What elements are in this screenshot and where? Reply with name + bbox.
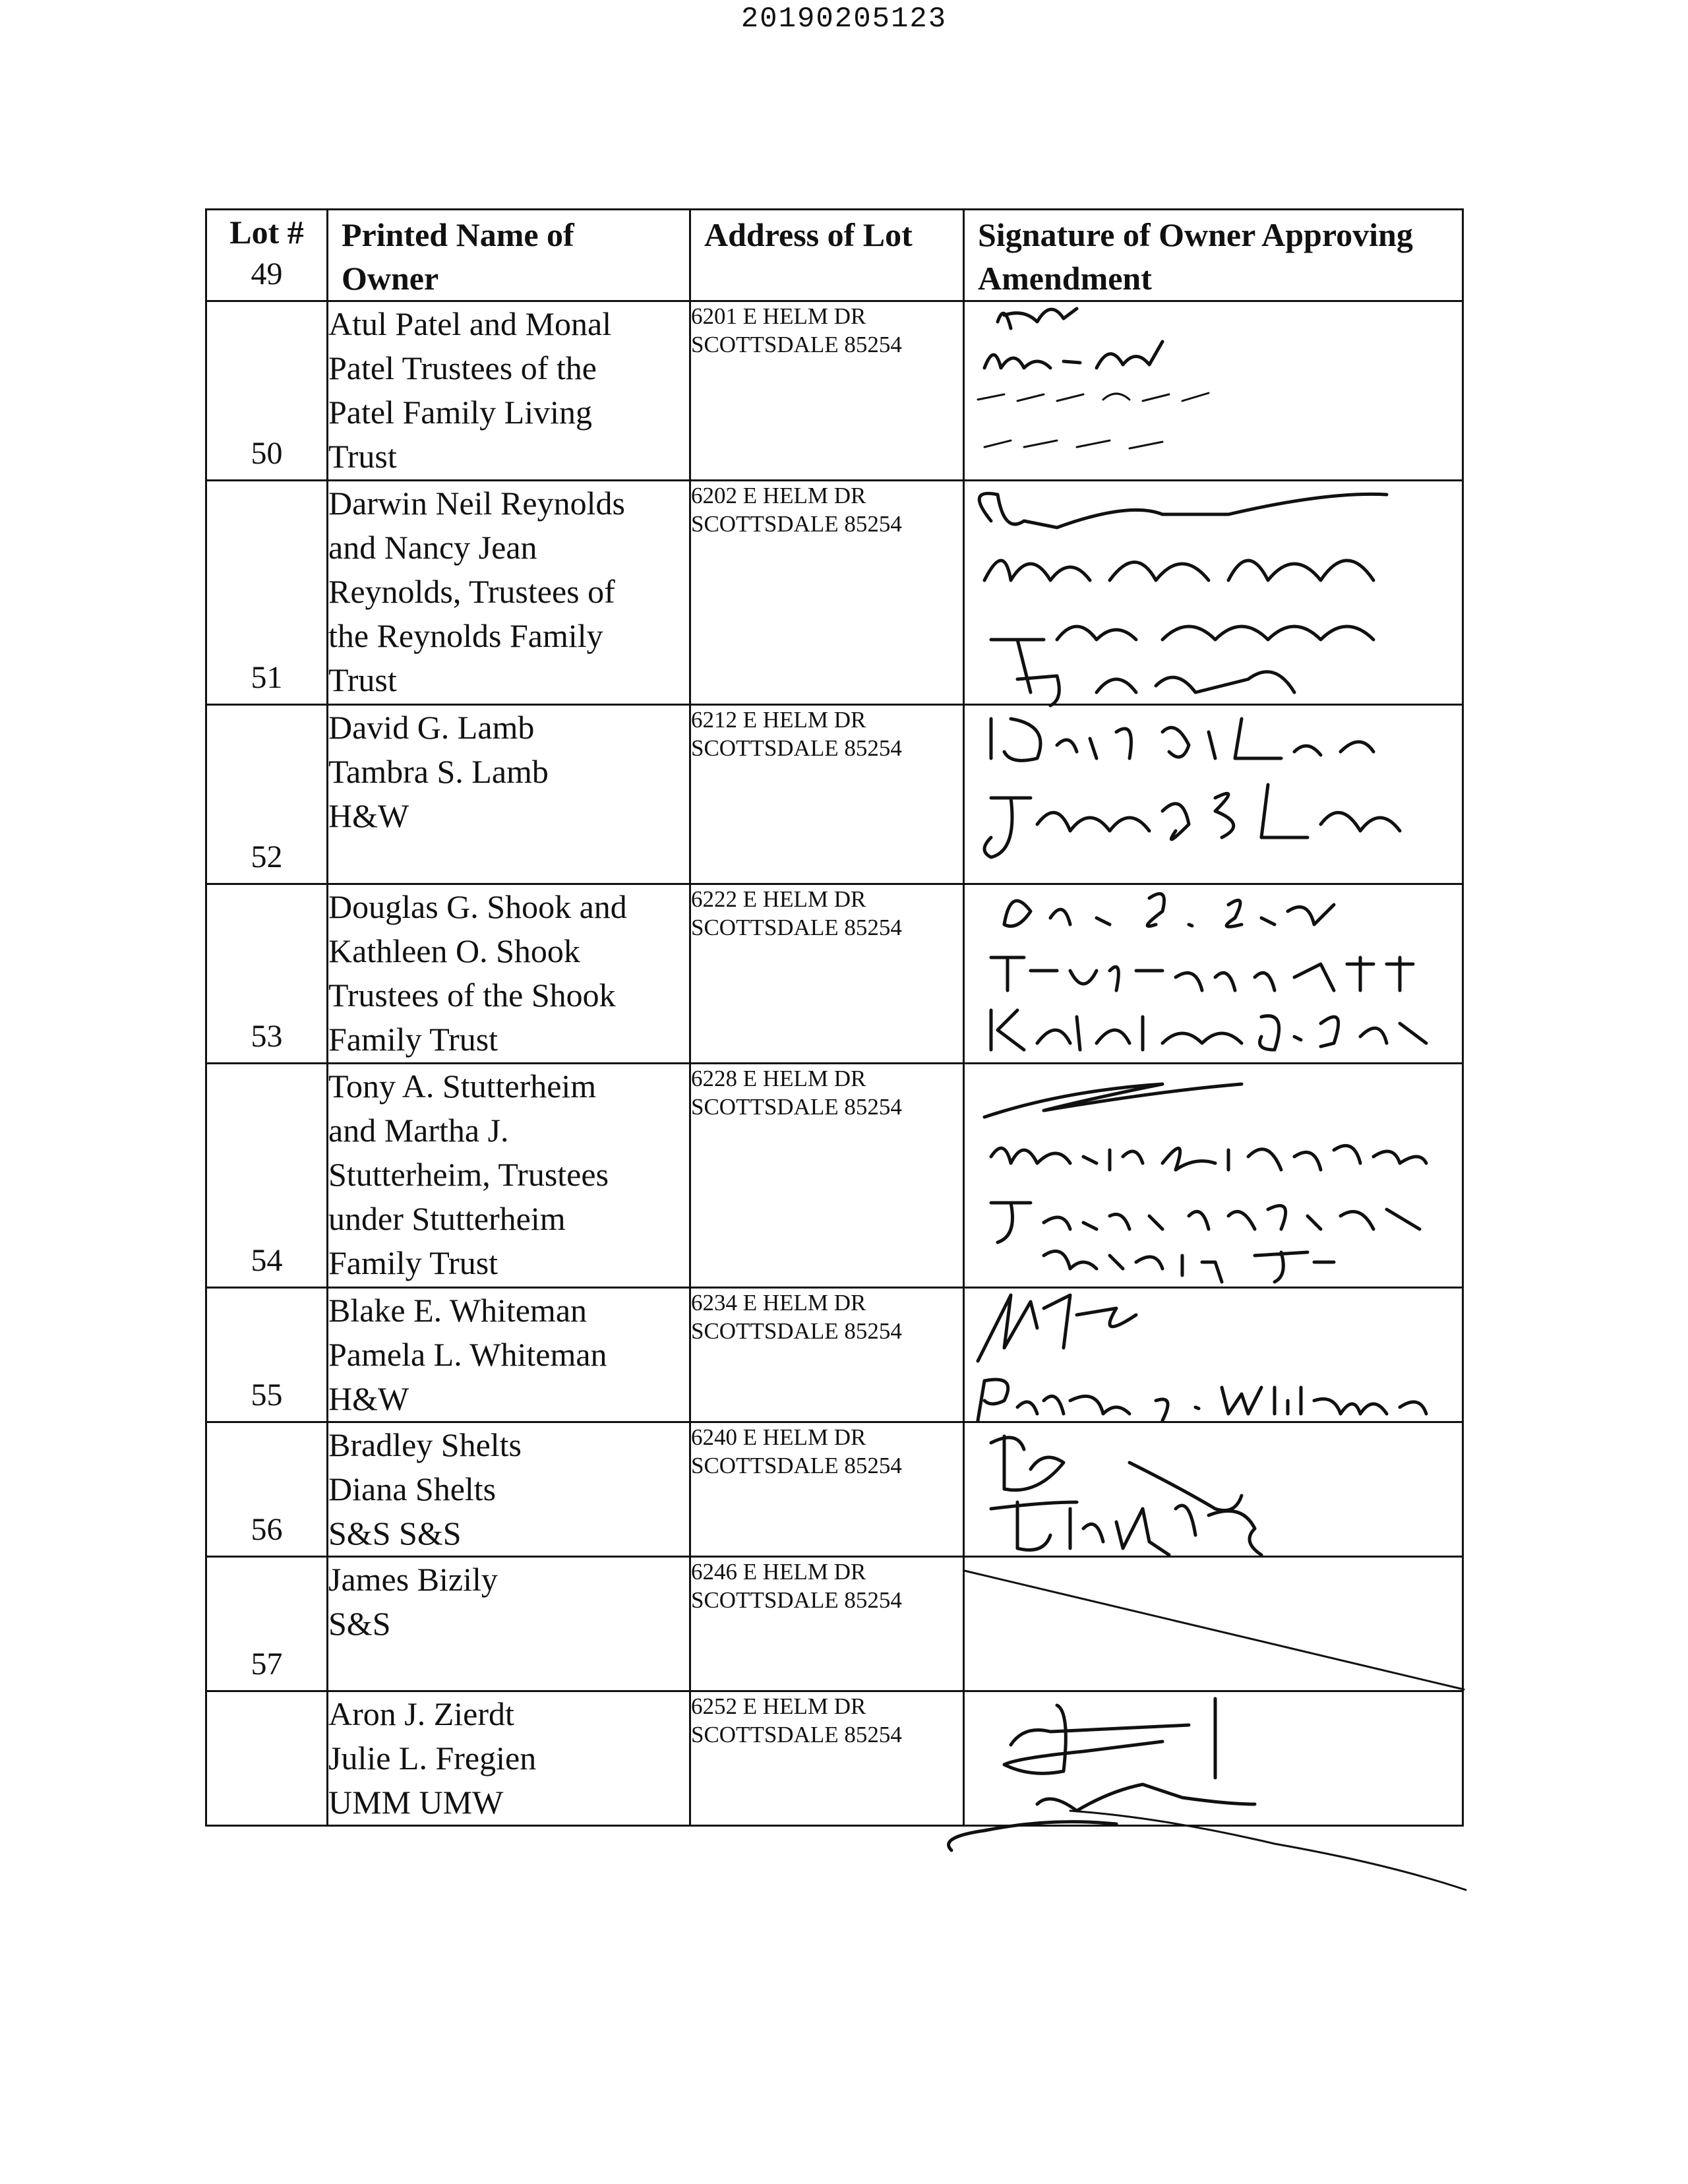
- header-owner-line1: Printed Name of: [342, 216, 574, 253]
- lot-approval-table: [205, 208, 1464, 1827]
- lot-address: 6246 E HELM DR SCOTTSDALE 85254: [690, 1557, 964, 1691]
- lot-number: 56: [206, 1557, 328, 1691]
- lot-number: 49: [206, 301, 328, 481]
- lot-number: 57: [206, 1691, 328, 1826]
- header-owner-line2: Owner: [342, 260, 439, 297]
- owner-signature: [964, 1064, 1463, 1288]
- owner-name: Aron J. Zierdt Julie L. Fregien UMM UMW: [328, 1691, 690, 1826]
- lot-address: 6202 E HELM DR SCOTTSDALE 85254: [690, 481, 964, 705]
- owner-name: Darwin Neil Reynolds and Nancy Jean Reynolds, Trustees of the Reynolds Family Trust: [328, 481, 690, 705]
- handwritten-signature: [965, 302, 1464, 481]
- lot-address: 6212 E HELM DR SCOTTSDALE 85254: [690, 705, 964, 884]
- handwritten-signature: [965, 706, 1464, 885]
- lot-number: 55: [206, 1422, 328, 1557]
- table-row: [206, 481, 1463, 705]
- document-number: 20190205123: [740, 3, 948, 36]
- header-signature: [964, 210, 1463, 301]
- lot-number: 50: [206, 481, 328, 705]
- owner-signature: [964, 1288, 1463, 1422]
- owner-name: David G. Lamb Tambra S. Lamb H&W: [328, 705, 690, 884]
- owner-signature: [964, 1691, 1463, 1826]
- lot-number: 52: [206, 884, 328, 1064]
- lot-number: 51: [206, 705, 328, 884]
- owner-name: Tony A. Stutterheim and Martha J. Stutterheim, Trustees under Stutterheim Family Trust: [328, 1064, 690, 1288]
- table-row: [206, 705, 1463, 884]
- table-row: [206, 1064, 1463, 1288]
- lot-address: 6252 E HELM DR SCOTTSDALE 85254: [690, 1691, 964, 1826]
- owner-name: Bradley Shelts Diana Shelts S&S S&S: [328, 1422, 690, 1557]
- handwritten-signature: [965, 1423, 1464, 1558]
- diagonal-strike-line: [965, 1558, 1464, 1692]
- header-address-text: Address of Lot: [704, 216, 913, 253]
- owner-signature: [964, 301, 1463, 481]
- handwritten-signature: [965, 885, 1464, 1064]
- owner-name: Douglas G. Shook and Kathleen O. Shook Trustees of the Shook Family Trust: [328, 884, 690, 1064]
- header-owner: [328, 210, 690, 301]
- handwritten-signature: [965, 1064, 1464, 1289]
- owner-name: Blake E. Whiteman Pamela L. Whiteman H&W: [328, 1288, 690, 1422]
- owner-name: James Bizily S&S: [328, 1557, 690, 1691]
- handwritten-signature: [965, 1692, 1464, 1827]
- owner-signature: [964, 1422, 1463, 1557]
- owner-name: Atul Patel and Monal Patel Trustees of the Patel Family Living Trust: [328, 301, 690, 481]
- table-row: [206, 884, 1463, 1064]
- header-signature-line1: Signature of Owner Approving: [978, 216, 1413, 253]
- header-signature-line2: Amendment: [978, 260, 1152, 297]
- header-row: [206, 210, 1463, 301]
- table-row: [206, 1288, 1463, 1422]
- table-row: [206, 301, 1463, 481]
- table-row: [206, 1691, 1463, 1826]
- lot-address: 6240 E HELM DR SCOTTSDALE 85254: [690, 1422, 964, 1557]
- header-lot: Lot #: [206, 210, 328, 301]
- owner-signature: [964, 481, 1463, 705]
- lot-number: 53: [206, 1064, 328, 1288]
- header-address: [690, 210, 964, 301]
- handwritten-signature: [965, 481, 1464, 706]
- table-row: [206, 1557, 1463, 1691]
- lot-address: 6201 E HELM DR SCOTTSDALE 85254: [690, 301, 964, 481]
- lot-address: 6234 E HELM DR SCOTTSDALE 85254: [690, 1288, 964, 1422]
- owner-signature: [964, 705, 1463, 884]
- lot-address: 6228 E HELM DR SCOTTSDALE 85254: [690, 1064, 964, 1288]
- handwritten-signature: [965, 1289, 1464, 1423]
- lot-address: 6222 E HELM DR SCOTTSDALE 85254: [690, 884, 964, 1064]
- owner-signature: [964, 1557, 1463, 1691]
- lot-number: 54: [206, 1288, 328, 1422]
- table-row: [206, 1422, 1463, 1557]
- owner-signature: [964, 884, 1463, 1064]
